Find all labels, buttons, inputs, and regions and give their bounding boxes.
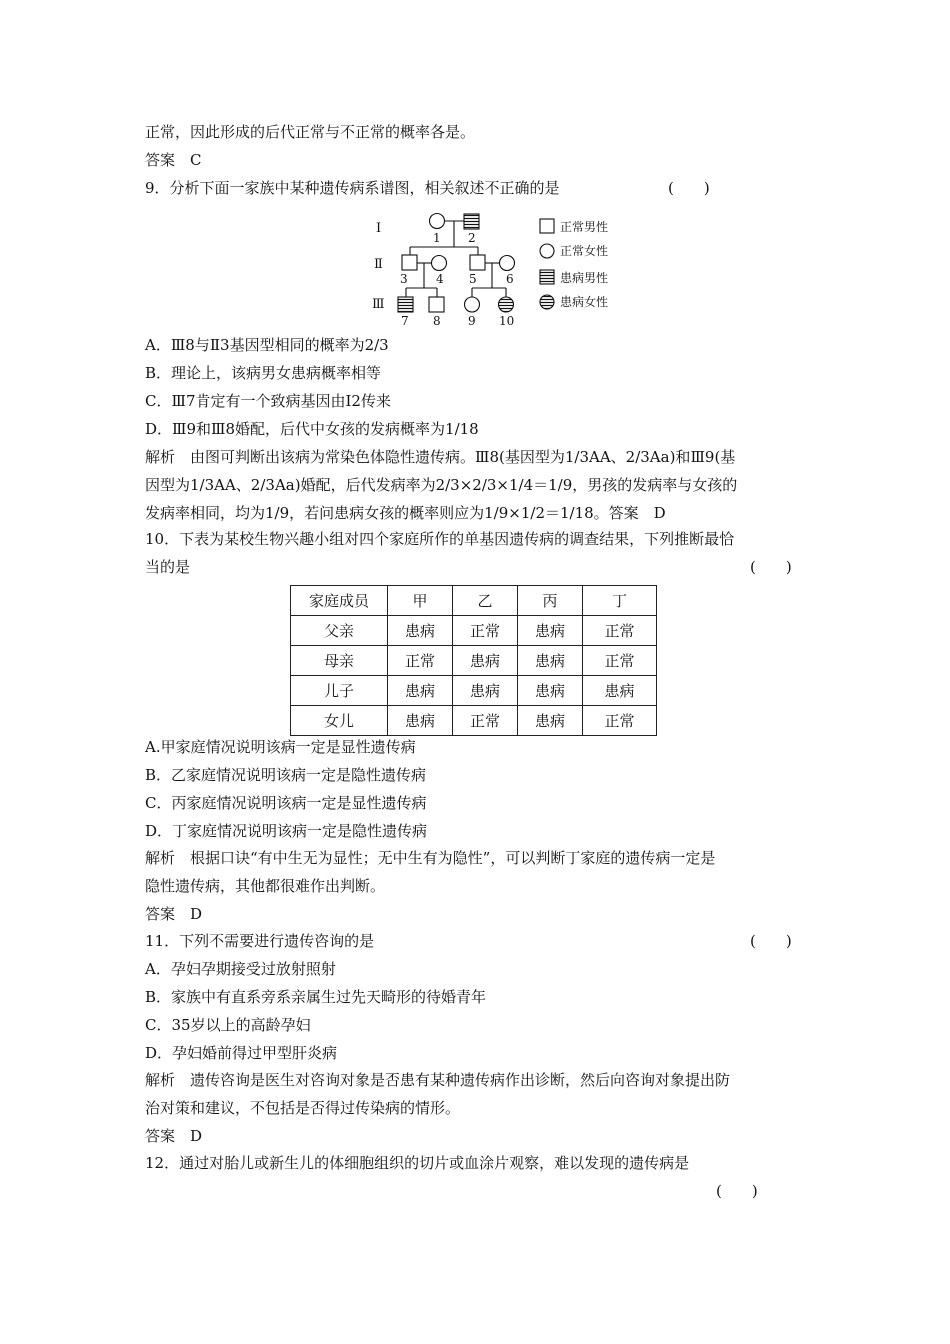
answer-blank: ( ) <box>668 179 710 197</box>
legend-label: 正常女性 <box>560 244 609 258</box>
table-header-cell: 乙 <box>453 586 518 616</box>
table-cell: 父亲 <box>291 616 388 646</box>
pedigree-diagram <box>360 205 620 330</box>
question-12-stem: 12．通过对胎儿或新生儿的体细胞组织的切片或血涂片观察，难以发现的遗传病是 <box>145 1154 690 1172</box>
option-d: D．Ⅲ9和Ⅲ8婚配，后代中女孩的发病概率为1/18 <box>145 420 479 438</box>
generation-label: Ⅰ <box>376 221 382 236</box>
table-row <box>291 646 657 676</box>
table-cell: 正常 <box>583 646 657 676</box>
option-c: C．Ⅲ7肯定有一个致病基因由Ⅰ2传来 <box>145 392 391 410</box>
explanation-line: 发病率相同，均为1/9，若问患病女孩的概率则应为1/9×1/2＝1/18。答案 D <box>145 504 666 522</box>
table-cell: 患病 <box>453 646 518 676</box>
legend-label: 患病女性 <box>560 295 609 309</box>
option-a: A．孕妇孕期接受过放射照射 <box>145 960 336 978</box>
table-cell: 患病 <box>388 616 453 646</box>
answer-blank: ( ) <box>716 1182 758 1200</box>
answer-blank: ( ) <box>750 932 792 950</box>
table-cell: 正常 <box>583 616 657 646</box>
survey-table <box>290 585 657 736</box>
individual-number: 6 <box>506 272 514 286</box>
text-line: 正常，因此形成的后代正常与不正常的概率各是。 <box>145 123 476 141</box>
question-10-stem: 10．下表为某校生物兴趣小组对四个家庭所作的单基因遗传病的调查结果，下列推断最恰 <box>145 530 735 548</box>
answer-line: 答案 C <box>145 151 202 169</box>
option-d: D．丁家庭情况说明该病一定是隐性遗传病 <box>145 822 428 840</box>
table-header-row <box>291 586 657 616</box>
table-cell: 母亲 <box>291 646 388 676</box>
option-b: B．家族中有直系旁系亲属生过先天畸形的待婚青年 <box>145 988 487 1006</box>
answer-line: 答案 D <box>145 905 203 923</box>
table-header-cell: 丙 <box>518 586 583 616</box>
table-header-cell: 家庭成员 <box>291 586 388 616</box>
question-10-stem: 当的是 <box>145 558 191 576</box>
question-9-stem: 9．分析下面一家族中某种遗传病系谱图，相关叙述不正确的是 <box>145 179 560 197</box>
option-b: B．乙家庭情况说明该病一定是隐性遗传病 <box>145 766 427 784</box>
table-cell: 正常 <box>583 706 657 736</box>
option-a: A.甲家庭情况说明该病一定是显性遗传病 <box>145 738 416 756</box>
individual-number: 2 <box>468 231 476 245</box>
legend-label: 患病男性 <box>560 271 609 285</box>
individual-number: 10 <box>499 314 515 328</box>
explanation-line: 因型为1/3AA、2/3Aa)婚配，后代发病率为2/3×2/3×1/4＝1/9，男孩的发病率与女孩的 <box>145 476 738 494</box>
table-cell: 患病 <box>518 616 583 646</box>
table-cell: 患病 <box>388 706 453 736</box>
answer-blank: ( ) <box>750 558 792 576</box>
individual-number: 9 <box>468 314 476 328</box>
table-cell: 患病 <box>518 676 583 706</box>
individual-number: 1 <box>433 231 441 245</box>
table-cell: 患病 <box>583 676 657 706</box>
table-header-cell: 丁 <box>583 586 657 616</box>
generation-label: Ⅱ <box>374 257 383 272</box>
explanation-line: 解析 遗传咨询是医生对咨询对象是否患有某种遗传病作出诊断，然后向咨询对象提出防 <box>145 1071 731 1089</box>
table-header-cell: 甲 <box>388 586 453 616</box>
individual-number: 3 <box>400 272 408 286</box>
table-cell: 女儿 <box>291 706 388 736</box>
table-cell: 正常 <box>388 646 453 676</box>
individual-number: 8 <box>433 314 441 328</box>
table-cell: 患病 <box>388 676 453 706</box>
option-d: D．孕妇婚前得过甲型肝炎病 <box>145 1044 338 1062</box>
option-b: B．理论上，该病男女患病概率相等 <box>145 364 382 382</box>
table-row <box>291 676 657 706</box>
explanation-line: 治对策和建议，不包括是否得过传染病的情形。 <box>145 1099 461 1117</box>
table-cell: 正常 <box>453 616 518 646</box>
question-11-stem: 11．下列不需要进行遗传咨询的是 <box>145 932 375 950</box>
individual-number: 7 <box>401 314 409 328</box>
table-row <box>291 706 657 736</box>
option-c: C．35岁以上的高龄孕妇 <box>145 1016 311 1034</box>
table-cell: 患病 <box>518 706 583 736</box>
table-cell: 儿子 <box>291 676 388 706</box>
individual-number: 5 <box>469 272 477 286</box>
answer-line: 答案 D <box>145 1127 203 1145</box>
explanation-line: 解析 根据口诀“有中生无为显性；无中生有为隐性”，可以判断丁家庭的遗传病一定是 <box>145 849 716 867</box>
table-cell: 患病 <box>453 676 518 706</box>
table-cell: 患病 <box>518 646 583 676</box>
explanation-line: 隐性遗传病，其他都很难作出判断。 <box>145 877 386 895</box>
table-row <box>291 616 657 646</box>
legend-label: 正常男性 <box>560 220 609 234</box>
individual-number: 4 <box>436 272 444 286</box>
table-cell: 正常 <box>453 706 518 736</box>
option-c: C．丙家庭情况说明该病一定是显性遗传病 <box>145 794 427 812</box>
option-a: A．Ⅲ8与Ⅱ3基因型相同的概率为2/3 <box>145 336 389 354</box>
generation-label: Ⅲ <box>372 297 385 312</box>
explanation-line: 解析 由图可判断出该病为常染色体隐性遗传病。Ⅲ8(基因型为1/3AA、2/3Aa)和Ⅲ9(基 <box>145 448 736 466</box>
